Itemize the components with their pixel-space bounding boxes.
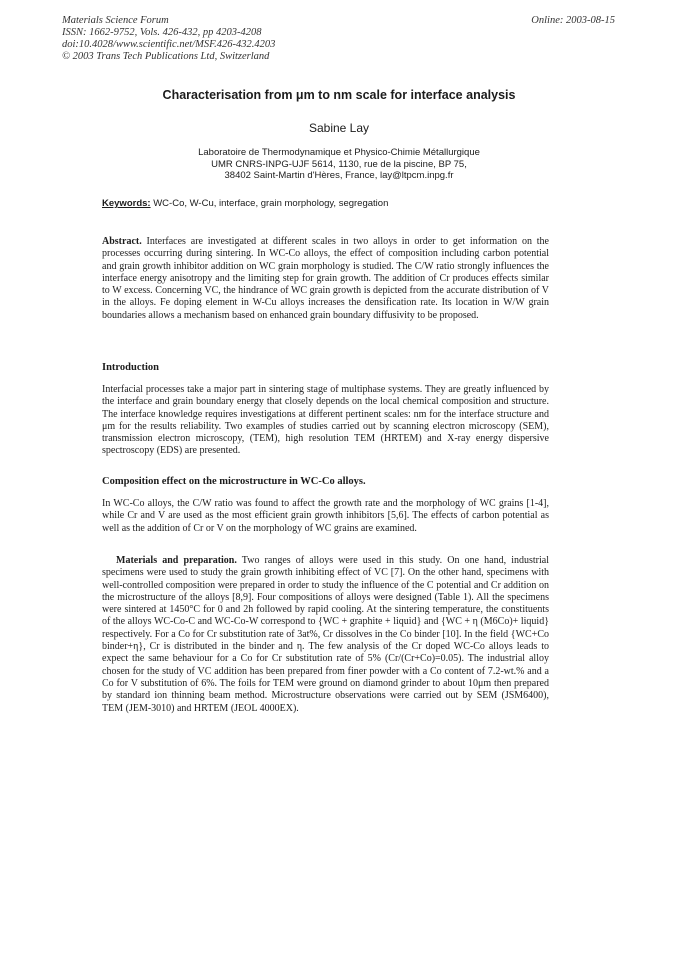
paper-title: Characterisation from μm to nm scale for interface analysis: [162, 88, 516, 102]
journal-doi: doi:10.4028/www.scientific.net/MSF.426-432.4203: [62, 39, 276, 50]
journal-name: Materials Science Forum: [62, 15, 169, 26]
keywords: [102, 198, 388, 209]
keywords-label: Keywords:: [102, 198, 151, 209]
affiliation-line-2: UMR CNRS-INPG-UJF 5614, 1130, rue de la piscine, BP 75,: [211, 158, 467, 170]
journal-header: [62, 15, 275, 63]
composition-paragraph-2: [102, 555, 549, 715]
affiliation-line-3: 38402 Saint-Martin d'Hères, France, lay@ltpcm.inpg.fr: [224, 170, 454, 181]
journal-copyright: © 2003 Trans Tech Publications Ltd, Switzerland: [62, 51, 270, 62]
affiliation: [0, 147, 678, 182]
author-name: Sabine Lay: [308, 121, 370, 135]
materials-text: Two ranges of alloys were used in this study. On one hand, industrial specimens were used to study the grain growth inhibiting effect of VC [7]. On the other hand, specimens with well-controlled composition were prepared in order to study the influence of the C potential and Cr addition on the microstructure of the alloys [8,9]. Four compositions of alloys were designed (Table 1). All the specimens were sintered at 1450°C for 0 and 2h followed by rapid cooling. At the sintering temperature, the constituents of the alloys WC-Co-C and WC-Co-W correspond to {WC + graphite + liquid} and {WC + η (M6Co)+ liquid} respectively. For a Co for Cr substitution rate of 3at%, Cr dissolves in the Co binder [10]. In the field {WC+Co binder+η}, Cr is distributed in the binder and η. The few analysis of the Cr doped WC-Co alloys leads to expect the same behaviour for a Co for Cr substitution rate of 5% (Cr/(Cr+Co)=0.05). The industrial alloy chosen for the study of VC addition has been prepared from finer powder with a Co content of 7.2-wt.% and a Co for V substitution of 6%. The foils for TEM were ground on diamond grinder to about 10μm then prepared by standard ion thinning beam method. Microstructure observations were carried out by SEM (JSM6400), TEM (JEM-3010) and HRTEM (JEOL 4000EX).: [102, 555, 549, 714]
abstract-text: Interfaces are investigated at different scales in two alloys in order to get information on the processes occurring during sintering. In WC-Co alloys, the effect of composition including carbon potential and grain growth inhibitor addition on WC grain morphology is studied. The C/W ratio strongly influences the interface energy anisotropy and the limiting step for grain growth. The addition of Cr produces effects similar to W excess. Concerning VC, the hindrance of WC grain growth is depicted from the accurate distribution of V in the alloys. Fe doping element in W-Cu alloys increases the densification rate. Its location in W/W grain boundaries allows a mechanism based on enhanced grain boundary diffusivity to be proposed.: [102, 236, 549, 321]
composition-paragraph-1: In WC-Co alloys, the C/W ratio was found to affect the growth rate and the morphology of WC grains [1-4], while Cr and V are used as the most efficient grain growth inhibitors [5,6]. The effects of carbon potential as well as the addition of Cr or V on the morphology of WC grains are examined.: [102, 498, 549, 534]
introduction-heading: Introduction: [102, 362, 159, 373]
abstract-label: Abstract.: [102, 236, 142, 247]
materials-label: Materials and preparation.: [116, 555, 237, 566]
affiliation-line-1: Laboratoire de Thermodynamique et Physico-Chimie Métallurgique: [198, 147, 480, 158]
composition-heading: Composition effect on the microstructure in WC-Co alloys.: [102, 476, 366, 487]
journal-issn: ISSN: 1662-9752, Vols. 426-432, pp 4203-4208: [62, 27, 262, 38]
online-date: Online: 2003-08-15: [531, 15, 615, 26]
introduction-paragraph: Interfacial processes take a major part in sintering stage of multiphase systems. They are greatly influenced by the interface and grain boundary energy that closely depends on the local chemical composition and structure. The interface knowledge requires investigations at different pertinent scales: nm for the interface structure and μm for the results reliability. Two examples of studies carried out by scanning electron microscopy (SEM), transmission electron microscopy, (TEM), high resolution TEM (HRTEM) and X-ray energy dispersive spectroscopy (EDS) are presented.: [102, 384, 549, 457]
keywords-text: WC-Co, W-Cu, interface, grain morphology, segregation: [150, 198, 389, 209]
abstract-paragraph: [102, 236, 549, 322]
